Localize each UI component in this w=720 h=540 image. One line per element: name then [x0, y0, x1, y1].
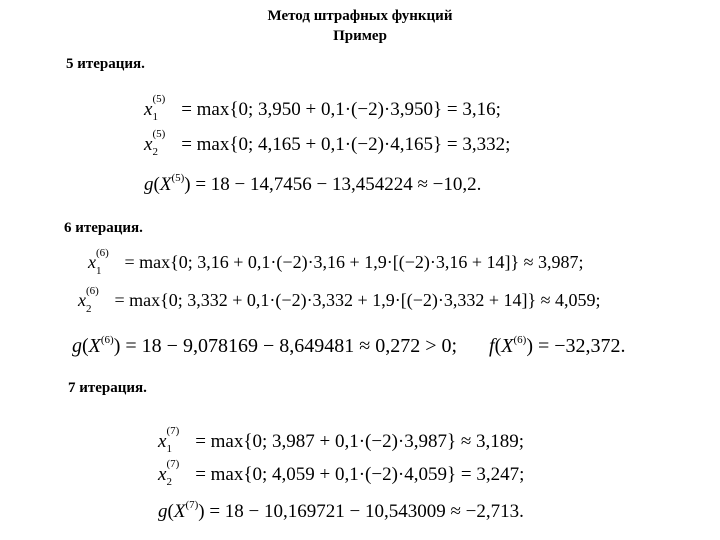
variable-subscript: 2 — [166, 476, 172, 488]
equation-rhs: ) = 18 − 14,7456 − 13,454224 ≈ −10,2. — [184, 174, 482, 195]
page-title — [0, 6, 720, 46]
iteration-5-label: 5 итерация. — [66, 56, 145, 72]
function-g: g — [144, 174, 154, 195]
equation-rhs: ) = −32,372. — [526, 335, 626, 357]
equation-rhs: = max{0; 3,332 + 0,1·(−2)·3,332 + 1,9·[(−2)·3,332 + 14]} ≈ 4,059; — [110, 290, 601, 310]
iteration-7-label: 7 итерация. — [68, 380, 147, 396]
iteration-superscript: (6) — [100, 334, 114, 346]
iteration-6-x2-equation — [78, 285, 601, 315]
variable-subscript: 1 — [152, 111, 158, 123]
argument-x: X — [88, 335, 101, 357]
iteration-superscript: (7) — [166, 425, 180, 437]
iteration-superscript: (6) — [86, 285, 99, 297]
iteration-superscript: (6) — [96, 247, 109, 259]
variable-x: x — [144, 134, 153, 155]
iteration-superscript: (6) — [513, 334, 527, 346]
iteration-5-x2-equation — [144, 128, 511, 158]
title-line-1: Метод штрафных функций — [267, 8, 453, 24]
argument-x: X — [501, 335, 514, 357]
equation-rhs: = max{0; 3,950 + 0,1·(−2)·3,950} = 3,16; — [176, 99, 501, 120]
function-f: f — [489, 335, 495, 357]
variable-subscript: 1 — [96, 265, 102, 277]
iteration-7-x2-equation — [158, 458, 525, 488]
variable-x: x — [78, 290, 86, 310]
iteration-6-g-f-equation: $g(X^{(6)}) = 18 - 9,078169 - 8,649481 \approx 0,272 > 0$; $f(X^{(6)}) = -32,372$. — [72, 334, 626, 357]
iteration-7-g-equation: $g(X^{(7)}) = 18 - 10,169721 - 10,543009 \approx -2,713$. — [158, 499, 524, 522]
iteration-superscript: (7) — [185, 499, 199, 511]
equation-rhs: ) = 18 − 10,169721 − 10,543009 ≈ −2,713. — [198, 501, 524, 522]
iteration-6-x1-equation — [88, 247, 584, 277]
equation-rhs: ) = 18 − 9,078169 − 8,649481 ≈ 0,272 > 0; — [113, 335, 458, 357]
argument-x: X — [173, 501, 186, 522]
variable-x: x — [158, 431, 167, 452]
argument-x: X — [159, 174, 172, 195]
equation-rhs: = max{0; 3,16 + 0,1·(−2)·3,16 + 1,9·[(−2)·3,16 + 14]} ≈ 3,987; — [120, 252, 584, 272]
iteration-superscript: (5) — [152, 128, 166, 140]
iteration-5-x1-equation — [144, 93, 501, 123]
equation-rhs: = max{0; 4,165 + 0,1·(−2)·4,165} = 3,332; — [176, 134, 511, 155]
equation-rhs: = max{0; 4,059 + 0,1·(−2)·4,059} = 3,247; — [190, 464, 525, 485]
function-g: g — [158, 501, 168, 522]
variable-subscript: 2 — [152, 146, 158, 158]
iteration-superscript: (7) — [166, 458, 180, 470]
function-g: g — [72, 335, 82, 357]
variable-subscript: 2 — [86, 303, 92, 315]
iteration-6-label: 6 итерация. — [64, 220, 143, 236]
iteration-5-g-equation: $g(X^{(5)}) = 18 - 14,7456 - 13,454224 \approx -10,2$. — [144, 172, 482, 195]
variable-x: x — [88, 252, 96, 272]
variable-x: x — [158, 464, 167, 485]
iteration-superscript: (5) — [171, 172, 185, 184]
title-line-2: Пример — [333, 28, 387, 44]
iteration-superscript: (5) — [152, 93, 166, 105]
iteration-7-x1-equation — [158, 425, 525, 455]
variable-x: x — [144, 99, 153, 120]
equation-rhs: = max{0; 3,987 + 0,1·(−2)·3,987} ≈ 3,189; — [190, 431, 525, 452]
variable-subscript: 1 — [166, 443, 172, 455]
